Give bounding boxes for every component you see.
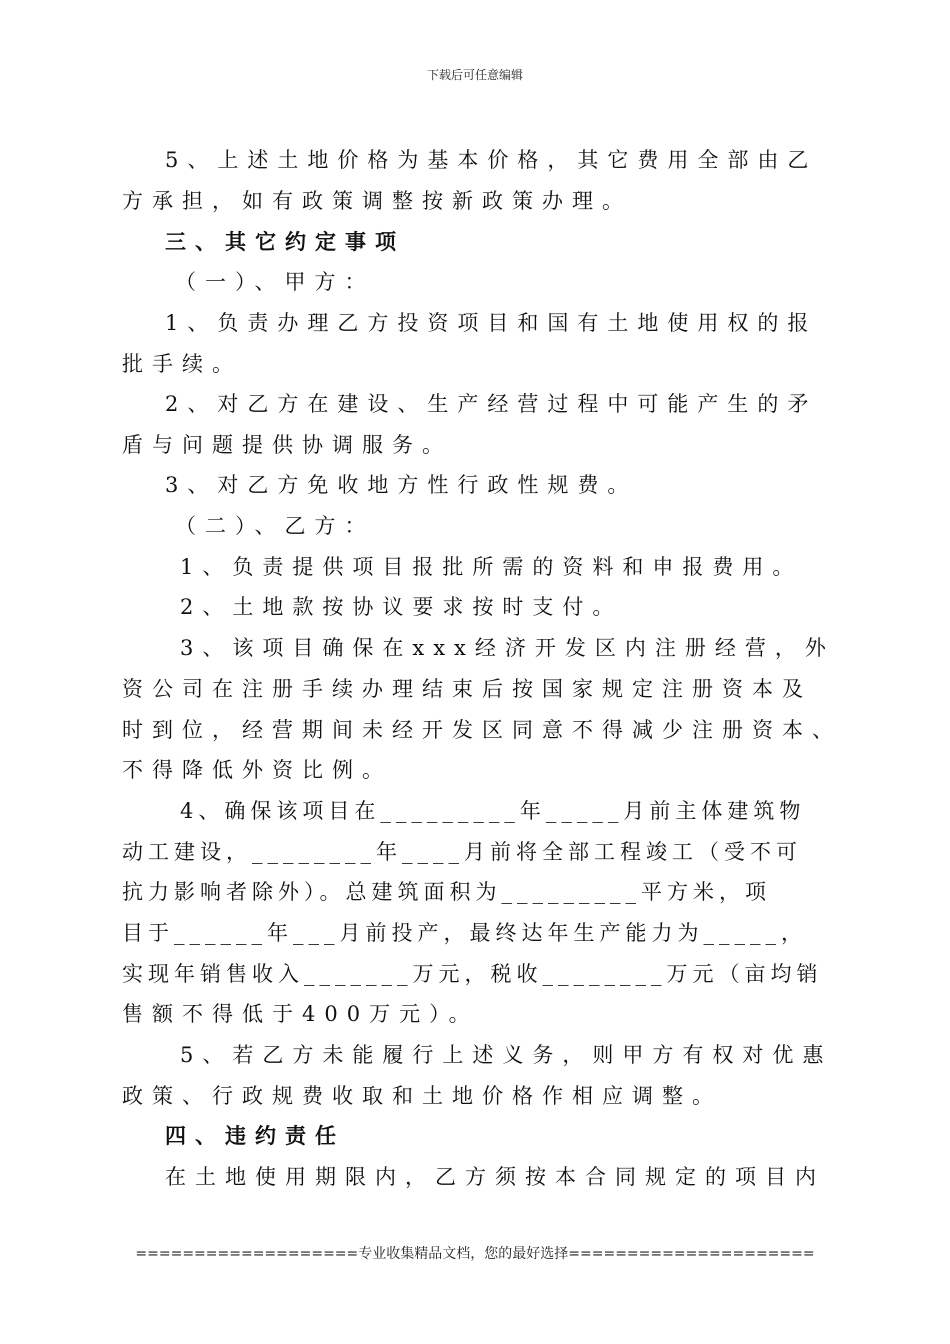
- text-line: 动工建设，________年____月前将全部工程竣工（受不可: [122, 840, 802, 864]
- text-line: 5、上述土地价格为基本价格，其它费用全部由乙: [165, 148, 818, 172]
- text-line: 3、该项目确保在xxx经济开发区内注册经营，外: [180, 636, 835, 660]
- text-line: 批手续。: [122, 352, 242, 376]
- page-footer: ===================专业收集精品文档，您的最好选择=====================: [135, 1246, 815, 1262]
- text-line: 资公司在注册手续办理结束后按国家规定注册资本及: [122, 677, 812, 701]
- text-line: 方承担，如有政策调整按新政策办理。: [122, 189, 632, 213]
- text-line: 在土地使用期限内，乙方须按本合同规定的项目内: [165, 1165, 825, 1189]
- page-header: 下载后可任意编辑: [426, 68, 523, 82]
- text-line: 2、对乙方在建设、生产经营过程中可能产生的矛: [165, 392, 818, 416]
- text-line: 目于______年___月前投产，最终达年生产能力为_____，: [122, 921, 807, 945]
- text-line: （一）、甲方：: [175, 270, 375, 294]
- text-line: 实现年销售收入_______万元，税收________万元（亩均销: [122, 962, 823, 986]
- text-line: 4、确保该项目在_________年_____月前主体建筑物: [180, 799, 806, 823]
- text-line: 售额不得低于400万元）。: [122, 1002, 479, 1026]
- section-heading: 四、违约责任: [165, 1123, 345, 1148]
- text-line: 2、土地款按协议要求按时支付。: [180, 595, 623, 619]
- text-line: 抗力影响者除外）。总建筑面积为_________平方米，项: [122, 880, 771, 904]
- section-heading: 三、其它约定事项: [165, 229, 405, 254]
- text-line: 1、负责提供项目报批所需的资料和申报费用。: [180, 555, 803, 579]
- text-line: 盾与问题提供协调服务。: [122, 433, 452, 457]
- text-line: 政策、行政规费收取和土地价格作相应调整。: [122, 1084, 722, 1108]
- text-line: 不得降低外资比例。: [122, 758, 392, 782]
- text-line: 时到位，经营期间未经开发区同意不得减少注册资本、: [122, 718, 842, 742]
- text-line: 3、对乙方免收地方性行政性规费。: [165, 473, 638, 497]
- text-line: （二）、乙方：: [175, 514, 375, 538]
- text-line: 1、负责办理乙方投资项目和国有土地使用权的报: [165, 311, 818, 335]
- text-line: 5、若乙方未能履行上述义务，则甲方有权对优惠: [180, 1043, 833, 1067]
